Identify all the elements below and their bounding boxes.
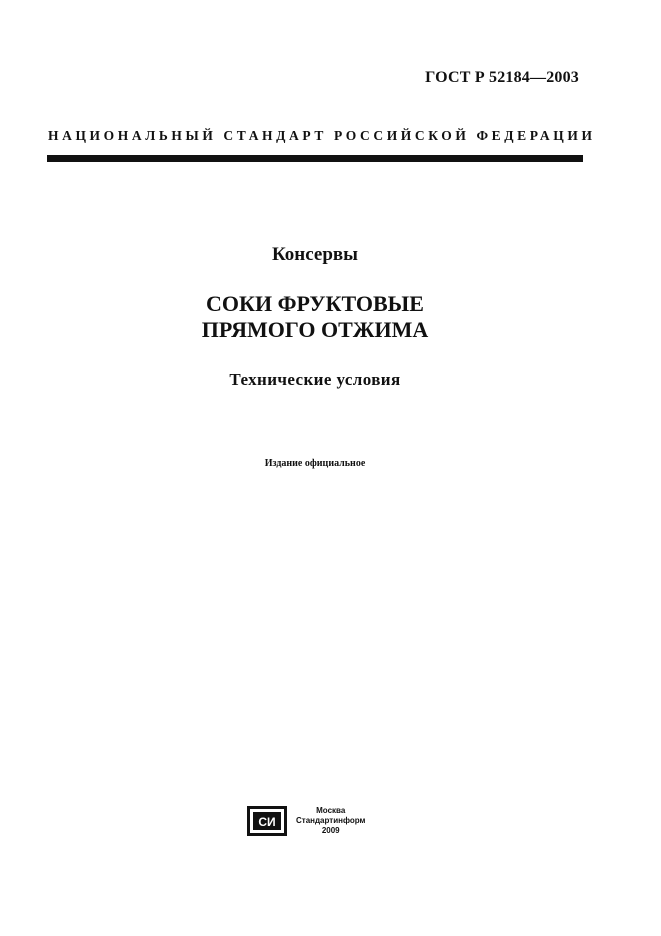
publisher-city: Москва [316,806,346,815]
document-title [0,291,630,343]
document-subject: Консервы [271,244,359,265]
document-subtitle: Технические условия [229,370,401,389]
publisher-imprint [296,806,365,836]
title-line-1: СОКИ ФРУКТОВЫЕ [206,291,424,316]
publisher-block [246,805,365,837]
document-number: ГОСТ Р 52184—2003 [425,69,579,86]
header-divider [47,155,583,162]
standard-header: НАЦИОНАЛЬНЫЙ СТАНДАРТ РОССИЙСКОЙ ФЕДЕРАЦИИ [48,128,596,143]
logo-text: СИ [258,815,276,829]
edition-note: Издание официальное [264,458,366,469]
standartinform-logo-icon [246,805,288,837]
title-line-2: ПРЯМОГО ОТЖИМА [201,317,429,342]
publisher-name: Стандартинформ [296,816,366,825]
publisher-year: 2009 [321,826,340,835]
